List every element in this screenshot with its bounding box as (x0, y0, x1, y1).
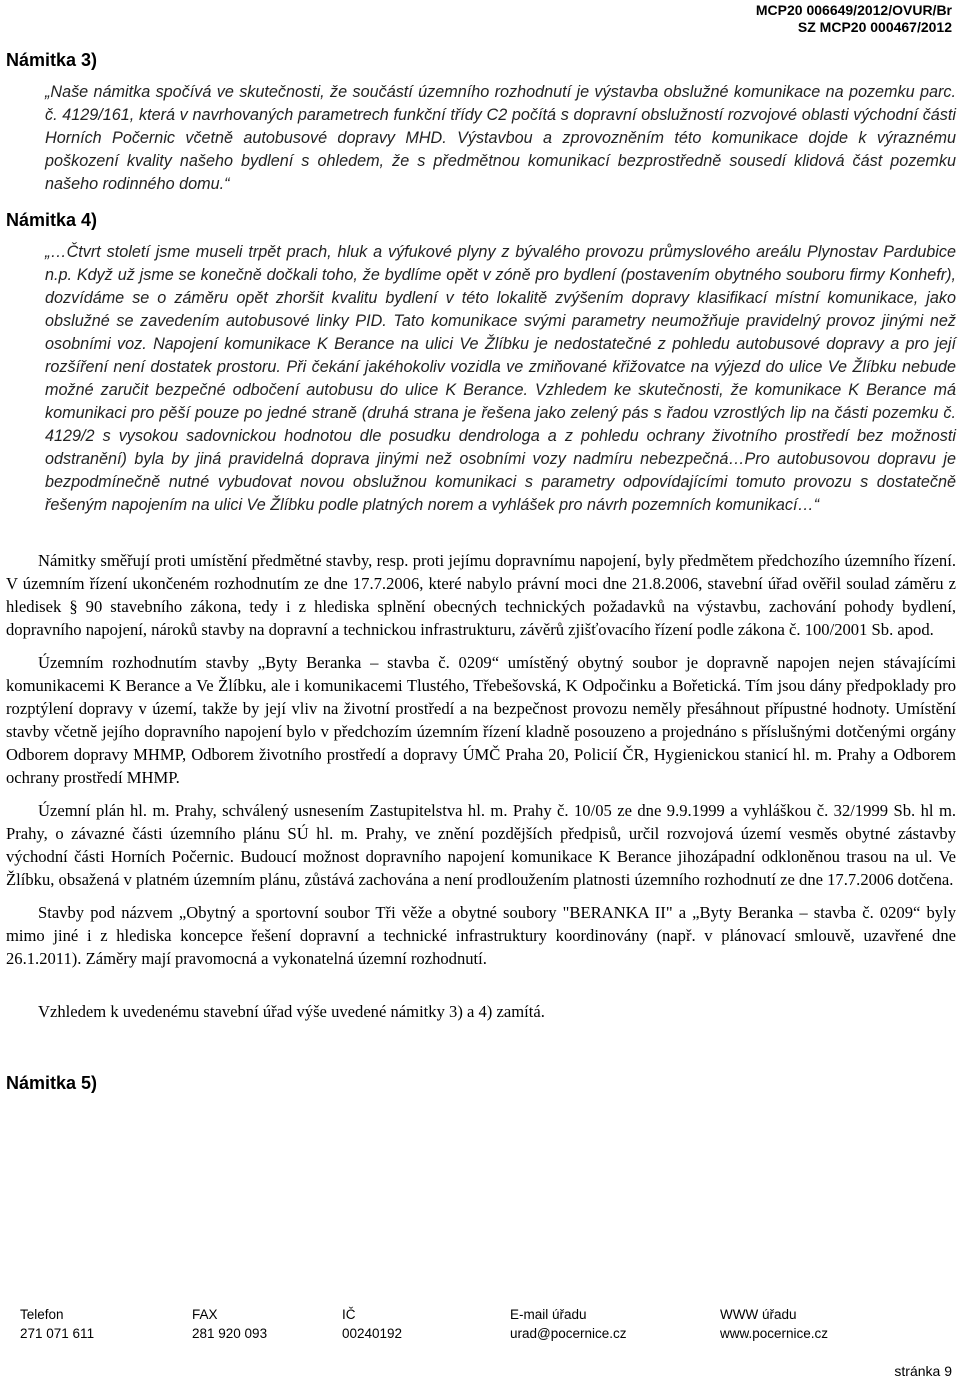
paragraph-4: Stavby pod názvem „Obytný a sportovní soubor Tři věže a obytné soubory "BERANKA II" a „Byty Beranka – stavba č. 0209“ byly mimo jiné i z hlediska koncepce řešení dopravní a technické infrastruktury koordinovány (např. v plánovací smlouvě, uzavřené dne 26.1.2011). Záměry mají pravomocná a vykonatelná územní rozhodnutí. (6, 903, 956, 968)
fax-value: 281 920 093 (192, 1326, 268, 1341)
www-label: WWW úřadu (720, 1307, 797, 1322)
footer-contacts (20, 1305, 940, 1343)
document-body (6, 50, 956, 1094)
footer-email (510, 1305, 720, 1343)
heading-namitka-5: Námitka 5) (6, 1073, 98, 1093)
email-link[interactable]: urad@pocernice.cz (510, 1326, 627, 1341)
footer-ic (342, 1305, 510, 1343)
document-reference (756, 2, 952, 36)
heading-namitka-3: Námitka 3) (6, 50, 98, 70)
footer-phone (20, 1305, 192, 1343)
reference-number-2: SZ MCP20 000467/2012 (797, 19, 952, 35)
footer-www (720, 1305, 828, 1343)
ic-label: IČ (342, 1307, 356, 1322)
paragraph-1: Námitky směřují proti umístění předmětné stavby, resp. proti jejímu dopravnímu napojení, byly předmětem předchozího územního řízení. V územním řízení ukončeném rozhodnutím ze dne 17.7.2006, které nabylo právní moci dne 21.8.2006, stavební úřad ověřil soulad záměru z hledisek § 90 stavebního zákona, tedy i z hlediska splnění obecných technických požadavků na výstavbu, zachování pohody bydlení, dopravního napojení, nároků stavby na dopravní a technickou infrastrukturu, závěrů zjišťovacího řízení podle zákona č. 100/2001 Sb. apod. (6, 551, 956, 639)
footer-fax (192, 1305, 342, 1343)
quote-namitka-4: „…Čtvrt století jsme museli trpět prach, hluk a výfukové plyny z bývalého provozu průmyslového areálu Plynostav Pardubice n.p. Když už jsme se konečně dočkali toho, že bydlíme opět v zóně pro bydlení (postavením obytného souboru firmy Konhefr), dozvídáme se o záměru opět zhoršit kvalitu bydlení v této lokalitě zvýšením dopravy klasifikací místní komunikace, jako obslužné se zavedením autobusové linky PID. Tato komunikace svými parametry neumožňuje pravidelný provoz jinými než osobními voz. Napojení komunikace K Berance na ulici Ve Žlíbku je nedostatečné z pohledu autobusové dopravy a pro její rozšíření není dostatek prostoru. Při čekání jakéhokoliv vozidla ve zmiňované křižovatce na výjezd do ulice Ve Žlíbku nebude možné zaručit bezpečné odbočení autobusu do ulice K Berance. Vzhledem ke skutečnosti, že komunikace K Berance má komunikaci pro pěší pouze po jedné straně (druhá strana je řešena jako zelený pás s řadou vzrostlých lip na části pozemku č. 4129/2 s vysokou sadovnickou hodnotou dle posudku dendrologa a z pohledu ochrany životního prostředí bez možnosti odstranění) byla by jiná pravidelná doprava jinými než osobními vozy nadmíru nebezpečná…Pro autobusovou dopravu je bezpodmínečně nutné vybudovat novou obslužnou komunikaci s parametry odpovídajícími tomuto provozu s dostatečně řešeným napojením na ulici Ve Žlíbku podle platných norem a vyhlášek pro návrh pozemních komunikací…“ (45, 243, 956, 514)
paragraph-2: Územním rozhodnutím stavby „Byty Beranka – stavba č. 0209“ umístěný obytný soubor je dopravně napojen nejen stávajícími komunikacemi K Berance a Ve Žlíbku, ale i komunikacemi Tlustého, Třebešovská, K Odpočinku a Bořetická. Tím jsou dány předpoklady pro rozptýlení dopravy v území, takže by její vliv na životní prostředí a na bezpečnost provozu neměly přesáhnout přípustné hodnoty. Umístění stavby včetně jejího dopravního napojení bylo v předchozím územním řízení kladně posouzeno a projednáno s příslušnými dotčenými orgány Odborem dopravy MHMP, Odborem životního prostředí a dopravy ÚMČ Praha 20, Policií ČR, Hygienickou stanicí hl. m. Prahy a Odborem ochrany prostředí MHMP. (6, 653, 956, 787)
page-number: stránka 9 (894, 1363, 952, 1379)
ic-value: 00240192 (342, 1326, 403, 1341)
phone-label: Telefon (20, 1307, 64, 1322)
quote-namitka-3: „Naše námitka spočívá ve skutečnosti, že součástí územního rozhodnutí je výstavba obslužné komunikace na pozemku parc. č. 4129/161, která v navrhovaných parametrech funkční třídy C2 počítá s dopravní obslužností rozvojové oblasti východní části Horních Počernic včetně autobusové dopravy MHD. Výstavbou a zprovozněním této komunikace dojde k výraznému poškození kvality našeho bydlení s ohledem, že s předmětnou komunikací bezprostředně sousedí klidová část pozemku našeho rodinného domu.“ (45, 83, 956, 193)
fax-label: FAX (192, 1307, 218, 1322)
reference-number-1: MCP20 006649/2012/OVUR/Br (755, 2, 952, 18)
email-label: E-mail úřadu (510, 1307, 587, 1322)
phone-value: 271 071 611 (20, 1326, 95, 1341)
www-link[interactable]: www.pocernice.cz (720, 1326, 829, 1341)
conclusion: Vzhledem k uvedenému stavební úřad výše uvedené námitky 3) a 4) zamítá. (38, 1002, 545, 1021)
heading-namitka-4: Námitka 4) (6, 210, 98, 230)
paragraph-3: Územní plán hl. m. Prahy, schválený usnesením Zastupitelstva hl. m. Prahy č. 10/05 ze dne 9.9.1999 a vyhláškou č. 32/1999 Sb. hl m. Prahy, o závazné části územního plánu SÚ hl. m. Prahy, ve znění pozdějších předpisů, určil rozvojová území vesměs obytné zástavby východní části Horních Počernic. Budoucí možnost dopravního napojení komunikace K Berance jihozápadní odkloněnou trasou na ul. Ve Žlíbku, obsažená v platném územním plánu, zůstává zachována a není prodloužením platnosti územního rozhodnutí ze dne 17.7.2006 dotčena. (6, 801, 956, 889)
